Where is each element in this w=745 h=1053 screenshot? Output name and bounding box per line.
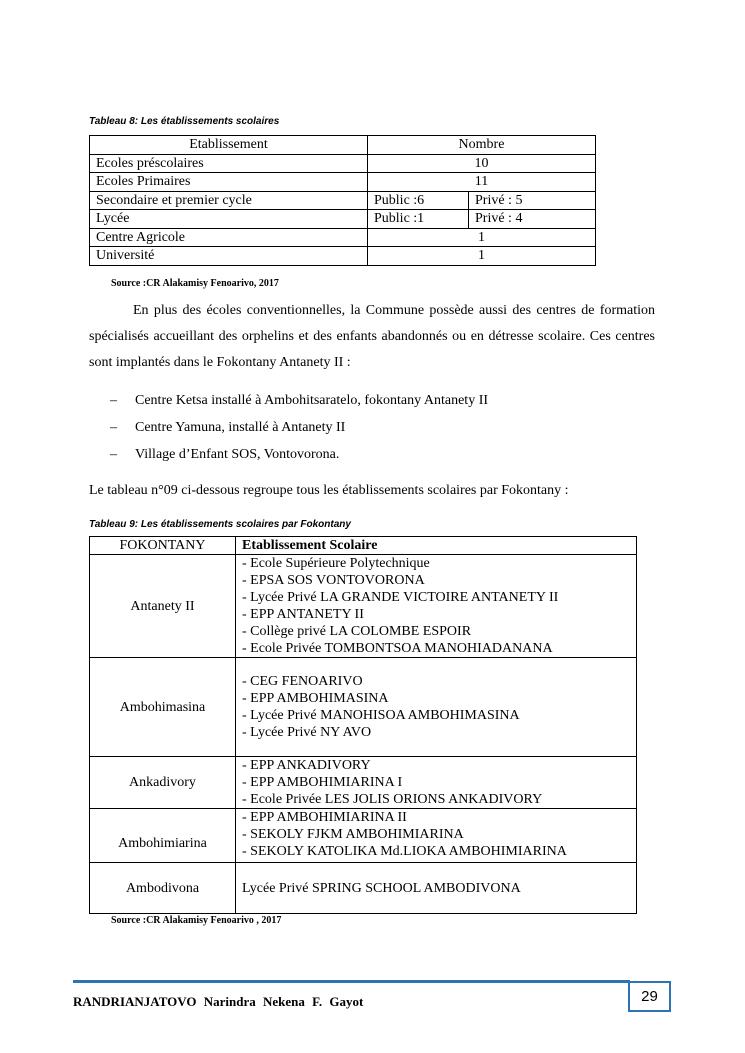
school-item: - EPP AMBOHIMIARINA I xyxy=(242,775,403,790)
school-item: - Lycée Privé LA GRANDE VICTOIRE ANTANETY II xyxy=(242,590,559,605)
school-item: - CEG FENOARIVO xyxy=(242,674,363,689)
table8-value: 1 xyxy=(368,247,596,266)
table-row xyxy=(90,757,637,809)
table9-header-etablissement: Etablissement Scolaire xyxy=(236,537,637,555)
table-row xyxy=(90,863,637,914)
school-item: - EPSA SOS VONTOVORONA xyxy=(242,573,425,588)
school-item: - Ecole Privée TOMBONTSOA MANOHIADANANA xyxy=(242,641,553,656)
table9-header-fokontany: FOKONTANY xyxy=(90,537,236,555)
table8-caption: Tableau 8: Les établissements scolaires xyxy=(89,116,280,127)
table8-header-etablissement: Etablissement xyxy=(90,136,368,155)
table8-label: Université xyxy=(90,247,368,266)
list-item xyxy=(110,445,488,472)
table8-label: Ecoles Primaires xyxy=(90,173,368,192)
table8-label: Ecoles préscolaires xyxy=(90,154,368,173)
table9-schools xyxy=(236,863,637,914)
bullet-marker: – xyxy=(110,420,117,435)
footer-rule xyxy=(73,980,630,983)
table8-prive: Privé : 4 xyxy=(469,210,596,229)
school-item: - EPP ANTANETY II xyxy=(242,607,364,622)
table9-fokontany: Ambodivona xyxy=(90,863,236,914)
table9-intro: Le tableau n°09 ci-dessous regroupe tous les établissements scolaires par Fokontany : xyxy=(89,483,569,498)
table8-value: 10 xyxy=(368,154,596,173)
school-item: - SEKOLY FJKM AMBOHIMIARINA xyxy=(242,827,464,842)
table8-prive: Privé : 5 xyxy=(469,191,596,210)
table9 xyxy=(89,536,637,914)
bullet-text: Village d’Enfant SOS, Vontovorona. xyxy=(135,447,340,462)
table9-header-row xyxy=(90,537,637,555)
table-row xyxy=(90,210,596,229)
school-item: - EPP AMBOHIMASINA xyxy=(242,691,389,706)
school-item: - Collège privé LA COLOMBE ESPOIR xyxy=(242,624,472,639)
school-item: - Ecole Privée LES JOLIS ORIONS ANKADIVORY xyxy=(242,792,543,807)
bullet-marker: – xyxy=(110,447,117,462)
school-item: - SEKOLY KATOLIKA Md.LIOKA AMBOHIMIARINA xyxy=(242,844,567,859)
table9-schools xyxy=(236,555,637,658)
bullet-text: Centre Ketsa installé à Ambohitsaratelo, fokontany Antanety II xyxy=(135,393,489,408)
bullet-list xyxy=(110,391,488,472)
school-item: - Lycée Privé NY AVO xyxy=(242,725,372,740)
table-row xyxy=(90,247,596,266)
table8-header-nombre: Nombre xyxy=(368,136,596,155)
table-row xyxy=(90,658,637,757)
table9-fokontany: Ambohimasina xyxy=(90,658,236,757)
table9-schools xyxy=(236,658,637,757)
table8-header-row xyxy=(90,136,596,155)
footer-author: RANDRIANJATOVO Narindra Nekena F. Gayot xyxy=(73,994,364,1009)
table8-value: 11 xyxy=(368,173,596,192)
body-paragraph: En plus des écoles conventionnelles, la Commune possède aussi des centres de formation spécialisés accueillant des orphelins et des enfants abandonnés ou en détresse scolaire. Ces centres sont implantés dans le Fokontany Antanety II : xyxy=(89,303,655,370)
school-item: - EPP ANKADIVORY xyxy=(242,758,371,773)
school-item: - Lycée Privé MANOHISOA AMBOHIMASINA xyxy=(242,708,520,723)
school-item: Lycée Privé SPRING SCHOOL AMBODIVONA xyxy=(242,880,521,896)
bullet-text: Centre Yamuna, installé à Antanety II xyxy=(135,420,346,435)
table-row xyxy=(90,173,596,192)
table9-schools xyxy=(236,809,637,863)
table-row xyxy=(90,154,596,173)
table-row xyxy=(90,555,637,658)
table9-source: Source :CR Alakamisy Fenoarivo , 2017 xyxy=(111,915,282,926)
list-item xyxy=(110,391,488,418)
table8-source: Source :CR Alakamisy Fenoarivo, 2017 xyxy=(111,278,279,289)
table8-label: Lycée xyxy=(90,210,368,229)
table-row xyxy=(90,228,596,247)
table-row xyxy=(90,191,596,210)
table8 xyxy=(89,135,596,266)
list-item xyxy=(110,418,488,445)
table-row xyxy=(90,809,637,863)
page-number: 29 xyxy=(628,981,671,1012)
bullet-marker: – xyxy=(110,393,117,408)
school-item: - EPP AMBOHIMIARINA II xyxy=(242,810,407,825)
school-item: - Ecole Supérieure Polytechnique xyxy=(242,556,430,571)
table8-public: Public :6 xyxy=(368,191,469,210)
table8-value: 1 xyxy=(368,228,596,247)
table9-fokontany: Ankadivory xyxy=(90,757,236,809)
table9-fokontany: Antanety II xyxy=(90,555,236,658)
table8-label: Centre Agricole xyxy=(90,228,368,247)
table9-fokontany: Ambohimiarina xyxy=(90,809,236,863)
table8-public: Public :1 xyxy=(368,210,469,229)
table9-schools xyxy=(236,757,637,809)
table9-caption: Tableau 9: Les établissements scolaires par Fokontany xyxy=(89,519,351,530)
table8-label: Secondaire et premier cycle xyxy=(90,191,368,210)
